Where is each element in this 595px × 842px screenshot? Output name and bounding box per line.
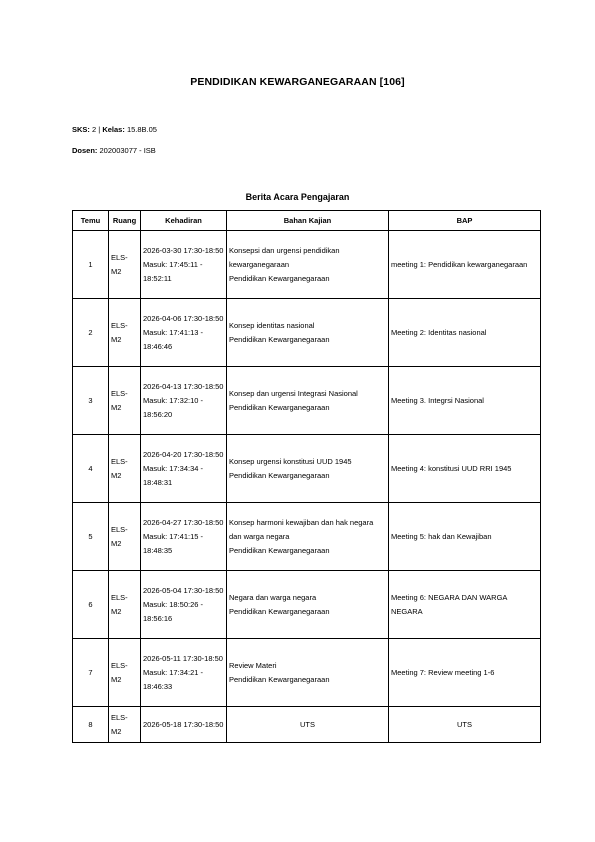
check-in-time: Masuk: 17:34:34 - 18:48:31 [143,463,204,487]
cell-kehadiran [141,503,227,571]
subject: Pendidikan Kewarganegaraan [229,545,330,555]
cell-ruang: ELS-M2 [109,367,141,435]
header-temu: Temu [73,211,109,231]
cell-bahan-kajian [227,367,389,435]
cell-kehadiran [141,707,227,743]
cell-ruang: ELS-M2 [109,299,141,367]
table-row [73,231,541,299]
check-in-time: Masuk: 17:41:15 - 18:48:35 [143,531,204,555]
check-in-time: Masuk: 17:32:10 - 18:56:20 [143,395,204,419]
cell-kehadiran [141,299,227,367]
cell-bahan-kajian [227,299,389,367]
subject: Pendidikan Kewarganegaraan [229,273,330,283]
cell-kehadiran [141,435,227,503]
cell-bap: Meeting 3. Integrsi Nasional [389,367,541,435]
check-in-time: Masuk: 17:34:21 - 18:46:33 [143,667,204,691]
topic: UTS [300,719,315,729]
subject: Pendidikan Kewarganegaraan [229,674,330,684]
topic: Konsep urgensi konstitusi UUD 1945 [229,456,352,466]
schedule-time: 2026-04-27 17:30-18:50 [143,517,224,527]
header-ruang: Ruang [109,211,141,231]
header-bahan-kajian: Bahan Kajian [227,211,389,231]
schedule-time: 2026-04-06 17:30-18:50 [143,313,224,323]
subject: Pendidikan Kewarganegaraan [229,470,330,480]
sks-label: SKS: [72,125,90,134]
cell-kehadiran [141,571,227,639]
cell-temu: 2 [73,299,109,367]
cell-temu: 1 [73,231,109,299]
table-row [73,299,541,367]
section-title: Berita Acara Pengajaran [245,192,350,202]
subject: Pendidikan Kewarganegaraan [229,606,330,616]
topic: Konsep harmoni kewajiban dan hak negara dan warga negara [229,517,374,541]
cell-temu: 3 [73,367,109,435]
cell-kehadiran [141,639,227,707]
separator: | [98,125,101,134]
header-kehadiran: Kehadiran [141,211,227,231]
cell-bap: Meeting 4: konstitusi UUD RRI 1945 [389,435,541,503]
cell-bahan-kajian [227,571,389,639]
header-bap: BAP [389,211,541,231]
cell-bap: UTS [389,707,541,743]
cell-temu: 6 [73,571,109,639]
cell-temu: 7 [73,639,109,707]
teaching-record-table [72,210,541,743]
cell-temu: 5 [73,503,109,571]
page-title: PENDIDIKAN KEWARGANEGARAAN [106] [190,76,405,88]
table-row [73,435,541,503]
sks-value: 2 [92,125,97,134]
cell-bap: Meeting 2: Identitas nasional [389,299,541,367]
check-in-time: Masuk: 18:50:26 - 18:56:16 [143,599,204,623]
topic: Konsep identitas nasional [229,320,315,330]
topic: Review Materi [229,660,277,670]
topic: Konsep dan urgensi Integrasi Nasional [229,388,358,398]
cell-ruang: ELS-M2 [109,435,141,503]
check-in-time: Masuk: 17:41:13 - 18:46:46 [143,327,204,351]
cell-ruang: ELS-M2 [109,639,141,707]
check-in-time: Masuk: 17:45:11 - 18:52:11 [143,259,203,283]
subject: Pendidikan Kewarganegaraan [229,334,330,344]
cell-bap: Meeting 7: Review meeting 1-6 [389,639,541,707]
cell-kehadiran [141,367,227,435]
cell-bap: Meeting 5: hak dan Kewajiban [389,503,541,571]
table-row [73,639,541,707]
kelas-value: 15.8B.05 [126,125,157,134]
cell-bap: Meeting 6: NEGARA DAN WARGA NEGARA [389,571,541,639]
course-info [72,125,157,134]
table-row [73,571,541,639]
table-header-row [73,211,541,231]
cell-bahan-kajian [227,639,389,707]
kelas-label: Kelas: [102,125,125,134]
cell-temu: 4 [73,435,109,503]
cell-ruang: ELS-M2 [109,231,141,299]
cell-ruang: ELS-M2 [109,571,141,639]
topic: Negara dan warga negara [229,592,317,602]
table-row [73,503,541,571]
cell-ruang: ELS-M2 [109,503,141,571]
schedule-time: 2026-04-20 17:30-18:50 [143,449,224,459]
schedule-time: 2026-05-04 17:30-18:50 [143,585,224,595]
lecturer-info [72,146,156,155]
table-row [73,707,541,743]
cell-bap: meeting 1: Pendidikan kewarganegaraan [389,231,541,299]
dosen-label: Dosen: [72,146,98,155]
cell-temu: 8 [73,707,109,743]
cell-ruang: ELS-M2 [109,707,141,743]
cell-bahan-kajian [227,707,389,743]
schedule-time: 2026-05-18 17:30-18:50 [143,719,224,729]
topic: Konsepsi dan urgensi pendidikan kewarganegaraan [229,245,340,269]
cell-bahan-kajian [227,231,389,299]
cell-bahan-kajian [227,435,389,503]
schedule-time: 2026-03-30 17:30-18:50 [143,245,224,255]
subject: Pendidikan Kewarganegaraan [229,402,330,412]
dosen-value: 202003077 - ISB [99,146,156,155]
table-row [73,367,541,435]
schedule-time: 2026-04-13 17:30-18:50 [143,381,224,391]
cell-kehadiran [141,231,227,299]
schedule-time: 2026-05-11 17:30-18:50 [143,653,223,663]
cell-bahan-kajian [227,503,389,571]
